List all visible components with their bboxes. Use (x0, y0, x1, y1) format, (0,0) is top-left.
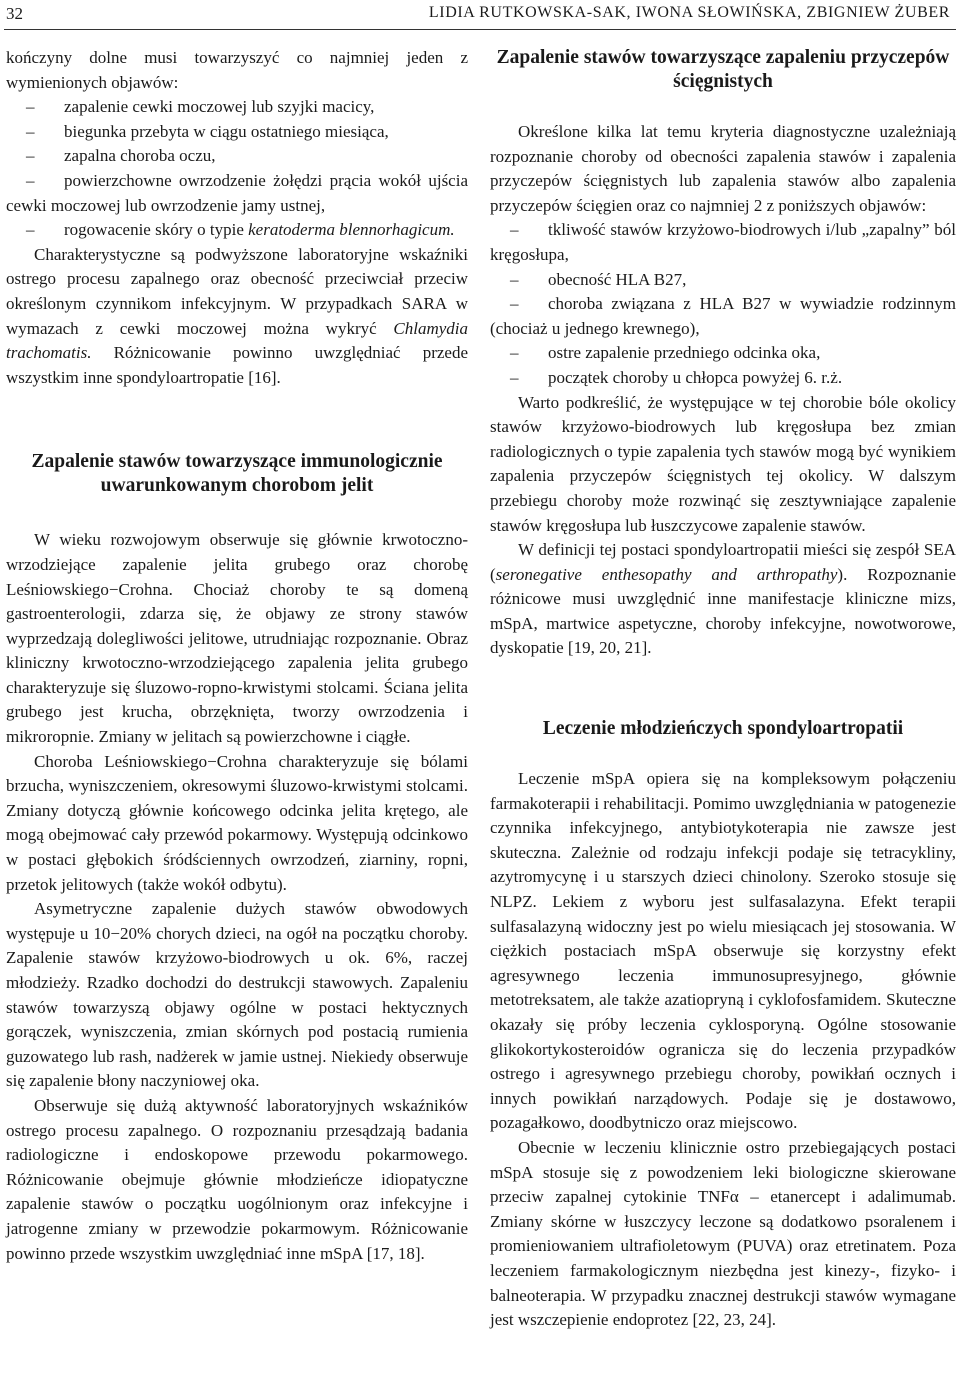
section-heading: Zapalenie stawów towarzyszące immunologicznie uwarunkowanym chorobom jelit (31, 451, 443, 497)
list-item (6, 95, 468, 120)
list-item-text: zapalenie cewki moczowej lub szyjki macicy, (64, 97, 375, 117)
dash-bullet: – (510, 343, 519, 363)
list-item (6, 144, 468, 169)
list-item-text: powierzchowne owrzodzenie żołędzi prącia wokół ujścia cewki moczowej lub owrzodzenie jamy ustnej, (6, 170, 468, 215)
paragraph-text: Charakterystyczne są podwyższone laboratoryjne wskaźniki ostrego procesu zapalnego oraz obecność przeciwciał przeciw określonym czynnikom infekcyjnym. W przypadkach SARA w wymazach z cewki moczowej można wykryć (6, 244, 468, 338)
dash-bullet: – (26, 146, 35, 166)
dash-bullet: – (26, 97, 35, 117)
intro-text: kończyny dolne musi towarzyszyć co najmniej jeden z wymienionych objawów: (6, 48, 468, 92)
dash-bullet: – (510, 269, 519, 289)
list-item (490, 366, 956, 391)
list-item-text: rogowacenie skóry o typie (64, 220, 244, 240)
list-item (490, 218, 956, 267)
dash-bullet: – (510, 367, 519, 387)
list-item-text: tkliwość stawów krzyżowo-biodrowych i/lub „zapalny” ból kręgosłupa, (490, 220, 956, 264)
running-head-authors: LIDIA RUTKOWSKA-SAK, IWONA SŁOWIŃSKA, ZBIGNIEW ŻUBER (428, 4, 950, 21)
list-item-text: obecność HLA B27, (548, 269, 687, 289)
list-item (6, 120, 468, 145)
dash-bullet: – (26, 121, 35, 141)
section-heading: Leczenie młodzieńczych spondyloartropatii (542, 718, 904, 740)
paragraph: Obserwuje się dużą aktywność laboratoryjnych wskaźników ostrego procesu zapalnego. O rozpoznaniu przesądzają badania radiologiczne i endoskopowe przewodu pokarmowego. Różnicowanie obejmuje głównie młodzieńcze idiopatyczne zapalenie stawów o początku uogólnionym oraz infekcyjne i jatrogenne zmiany w przewodzie pokarmowym. Różnicowanie powinno przede wszystkim uwzględniać inne mSpA [17, 18]. (6, 1095, 468, 1263)
page-number: 32 (6, 4, 23, 23)
paragraph-italic: seronegative enthesopathy and arthropathy (495, 564, 838, 584)
list-item-text: biegunka przebyta w ciągu ostatniego miesiąca, (64, 121, 389, 141)
dash-bullet: – (510, 220, 519, 240)
list-item (490, 341, 956, 366)
paragraph: Określone kilka lat temu kryteria diagnostyczne uzależniają rozpoznanie choroby od obecności zapalenia stawów i zapalenia przyczepów ścięgnistych lub zapalenia stawów albo zapalenia przyczepów ścięgien oraz co najmniej 2 z poniższych objawów: (490, 122, 956, 215)
paragraph: Warto podkreślić, że występujące w tej chorobie bóle okolicy stawów krzyżowo-biodrowych lub kręgosłupa bez zmian radiologicznych o typie zapalenia tych stawów mogą być wynikiem zapalenia przyczepów ścięgnistych tej okolicy. W dalszym przebiegu choroby może rozwinąć się zesztywniające zapalenie stawów kręgosłupa lub łuszczycowe zapalenie stawów. (490, 392, 956, 535)
dash-bullet: – (26, 170, 35, 190)
paragraph (490, 538, 956, 661)
paragraph-text: Różnicowanie powinno uwzględniać przede wszystkim inne spondyloartropatie [16]. (6, 343, 468, 387)
paragraph (6, 243, 468, 391)
left-column (6, 46, 468, 1266)
header-rule (4, 29, 956, 30)
paragraph-italic: Chlamydia trachomatis. (6, 318, 468, 363)
list-item (6, 218, 468, 243)
paragraph: Leczenie mSpA opiera się na kompleksowym połączeniu farmakoterapii i rehabilitacji. Pomimo uwzględniania w patogenezie czynnika infekcyjnego, antybiotykoterapia nie zawsze jest skuteczna. Zależnie od rodzaju infekcji podaje się tetracykliny, azytromycynę i u starszych dzieci chinolony. Szeroko stosuje się NLPZ. Lekiem z wyboru jest sulfasalazyna. Efekt terapii sulfasalazyną widoczny jest po wielu miesiącach jej stosowania. W ciężkich postaciach mSpA obserwuje się korzystny efekt agresywnego leczenia immunosupresyjnego, głównie metotreksatem, ale także azatiopryną i cyklofosfamidem. Skuteczne okazały się próby leczenia cyklosporyną. Ogólne stosowanie glikokortykosteroidów ogranicza się do leczenia przypadków ostrego i agresywnego przebiegu choroby, powikłań ocznych i innych powikłań narządowych. Podaje się je dostawowo, pozagałkowo, doodbytniczo oraz miejscowo. (490, 769, 956, 1133)
dash-bullet: – (510, 294, 519, 314)
right-column (490, 46, 956, 1333)
paragraph: Obecnie w leczeniu klinicznie ostro przebiegających postaci mSpA stosuje się z powodzeniem leki biologiczne skierowane przeciw zapalnej cytokinie TNFα – etanercept i adalimumab. Zmiany skórne w łuszczycy leczone są dodatkowo psoralenem i promieniowaniem ultrafioletowym (PUVA) oraz etretinatem. Poza leczeniem farmakologicznym niezbędna jest kinezy-, fizyko- i balneoterapia. W przypadku znacznej destrukcji stawów wymagane jest wszczepienie endoprotez [22, 23, 24]. (490, 1137, 956, 1330)
list-item (6, 169, 468, 218)
list-item-text: ostre zapalenie przedniego odcinka oka, (548, 343, 821, 363)
section-heading: Zapalenie stawów towarzyszące zapaleniu przyczepów ścięgnistych (496, 47, 950, 92)
page-header (0, 0, 960, 34)
list-item-text: zapalna choroba oczu, (64, 146, 216, 166)
paragraph: Asymetryczne zapalenie dużych stawów obwodowych występuje u 10−20% chorych dzieci, na ogół na początku choroby. Zapalenie stawów krzyżowo-biodrowych u ok. 6%, raczej młodzieży. Rzadko dochodzi do destrukcji stawowych. Zapaleniu stawów towarzyszą objawy ogólne w postaci hektycznych gorączek, wyniszczenia, zmian skórnych pod postacią rumienia guzowatego lub rash, nadżerek w jamie ustnej. Niekiedy obserwuje się zapalenie błony naczyniowej oka. (6, 899, 468, 1091)
list-item (490, 268, 956, 293)
paragraph: W wieku rozwojowym obserwuje się głównie krwotoczno-wrzodziejące zapalenie jelita grubego oraz chorobę Leśniowskiego−Crohna. Chociaż choroby te są domeną gastroenterologii, zdarza się, że objawy ze strony stawów wyprzedzają dolegliwości jelitowe, utrudniając rozpoznanie. Obraz kliniczny krwotoczno-wrzodziejącego zapalenia jelita grubego charakteryzuje się śluzowo-ropno-krwistymi stolcami. Ściana jelita grubego jest krucha, obrzęknięta, tworzy owrzodzenia i mikroropnie. Zmiany w jelitach są powierzchowne i ciągłe. (6, 530, 468, 747)
list-item-italic: keratoderma blennorhagicum. (248, 220, 455, 240)
list-item-text: początek choroby u chłopca powyżej 6. r.ż. (548, 367, 843, 387)
dash-bullet: – (26, 220, 35, 240)
paragraph-text: ). Rozpoznanie różnicowe musi uwzględnić inne manifestacje kliniczne mizs, mSpA, martwice aspetyczne, choroby infekcyjne, nowotworowe, dyskopatie [19, 20, 21]. (490, 564, 956, 658)
list-item (490, 292, 956, 341)
list-item-text: choroba związana z HLA B27 w wywiadzie rodzinnym (chociaż u jednego krewnego), (490, 294, 956, 338)
paragraph: Choroba Leśniowskiego−Crohna charakteryzuje się bólami brzucha, wyniszczeniem, okresowymi śluzowo-krwistymi stolcami. Zmiany dotyczą głównie końcowego odcinka jelita krętego, ale mogą obejmować cały przewód pokarmowy. Występują odcinkowo w postaci głębokich śródściennych owrzodzeń, ziarniny, ropni, przetok jelitowych (także wokół odbytu). (6, 751, 468, 894)
paragraph-text: W definicji tej postaci spondyloartropatii mieści się zespół SEA ( (490, 540, 956, 584)
